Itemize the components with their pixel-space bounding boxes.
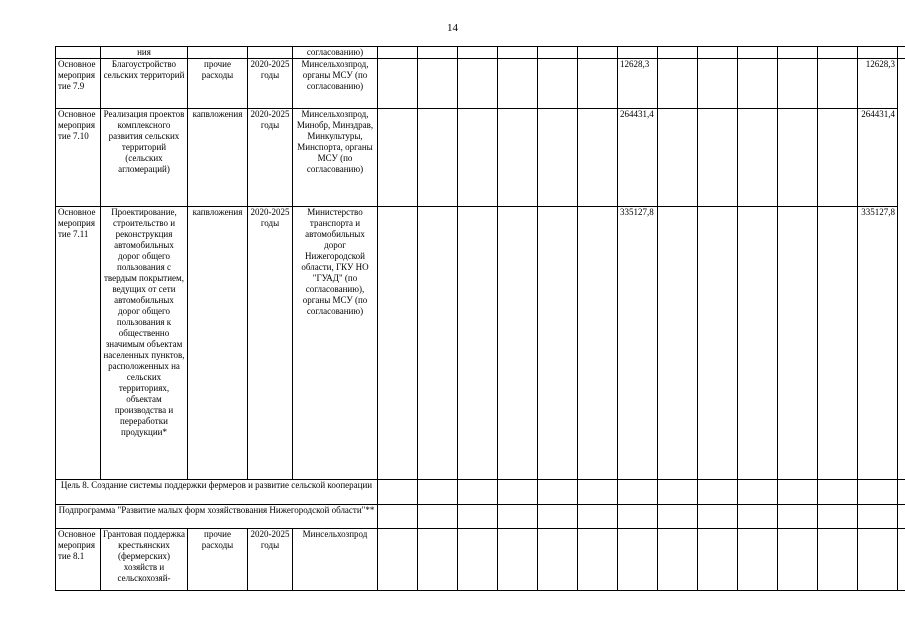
event-id: Основное мероприятие 7.11 [56, 207, 101, 480]
cell: согласованию) [293, 47, 378, 59]
event-name: Проектирование, строительство и реконструкция автомобильных дорог общего пользования с твердым покрытием, ведущих от сети автомобильных дорог общего пользования к общественно значимым объектам населенных пунктов, расположенных на сельских территориях, объектам производства и переработки продукции* [101, 207, 188, 480]
period: 2020-2025 годы [248, 59, 293, 109]
period: 2020-2025 годы [248, 109, 293, 207]
expense-type: прочие расходы [188, 59, 248, 109]
executor: Минсельхозпрод [293, 529, 378, 591]
cell: ния [101, 47, 188, 59]
table-row [56, 529, 905, 591]
event-id: Основное мероприятие 7.10 [56, 109, 101, 207]
executor: Минсельхозпрод, Минобр, Минздрав, Минкультуры, Минспорта, органы МСУ (по согласованию) [293, 109, 378, 207]
subprogram-heading: Подпрограмма "Развитие малых форм хозяйствования Нижегородской области"** [56, 505, 378, 529]
period: 2020-2025 годы [248, 529, 293, 591]
page-number: 14 [447, 22, 458, 34]
expense-type: прочие расходы [188, 529, 248, 591]
amount-2020: 12628,3 [618, 59, 658, 109]
amount-2020: 335127,8 [618, 207, 658, 480]
table-row [56, 47, 905, 59]
amount-total: 264431,4 [858, 109, 898, 207]
table-row [56, 480, 905, 505]
table-row [56, 207, 905, 480]
period: 2020-2025 годы [248, 207, 293, 480]
expense-type: капвложения [188, 207, 248, 480]
event-name: Грантовая поддержка крестьянских (фермерских) хозяйств и сельскохозяй- [101, 529, 188, 591]
table-row [56, 59, 905, 109]
table-row [56, 505, 905, 529]
table-row [56, 109, 905, 207]
amount-2020: 264431,4 [618, 109, 658, 207]
executor: Минсельхозпрод, органы МСУ (по согласованию) [293, 59, 378, 109]
event-name: Реализация проектов комплексного развития сельских территорий (сельских агломераций) [101, 109, 188, 207]
expense-type: капвложения [188, 109, 248, 207]
event-name: Благоустройство сельских территорий [101, 59, 188, 109]
goal-heading: Цель 8. Создание системы поддержки фермеров и развитие сельской кооперации [56, 480, 378, 505]
program-table [55, 46, 905, 591]
amount-total: 335127,8 [858, 207, 898, 480]
event-id: Основное мероприятие 8.1 [56, 529, 101, 591]
event-id: Основное мероприятие 7.9 [56, 59, 101, 109]
executor: Министерство транспорта и автомобильных дорог Нижегородской области, ГКУ НО "ГУАД" (по согласованию), органы МСУ (по согласованию) [293, 207, 378, 480]
amount-total: 12628,3 [858, 59, 898, 109]
